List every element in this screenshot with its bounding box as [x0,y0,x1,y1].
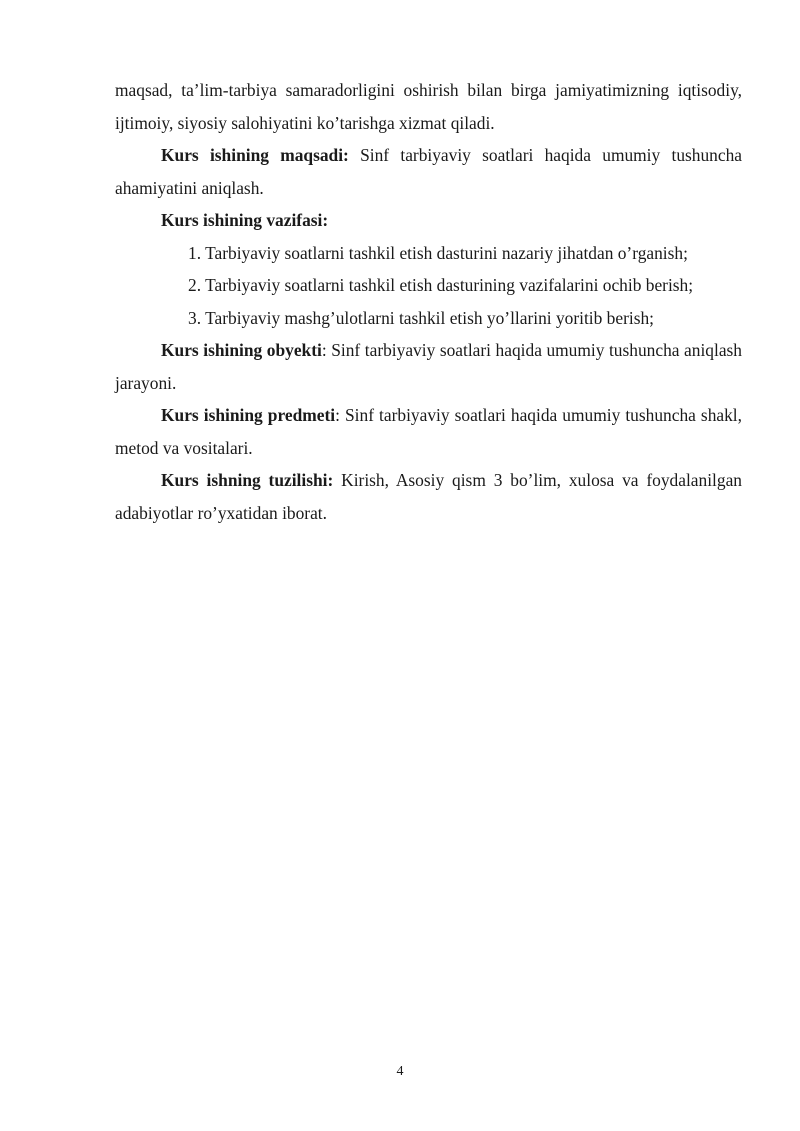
paragraph-object [115,334,742,399]
goal-text: Sinf tarbiyaviy soatlari haqida umumiy tushuncha ahamiyatini aniqlash. [115,145,743,198]
paragraph-structure [115,464,742,529]
list-item: 2. Tarbiyaviy soatlarni tashkil etish dasturining vazifalarini ochib berish; [188,275,694,295]
object-text: : Sinf tarbiyaviy soatlari haqida umumiy tushuncha aniqlash jarayoni. [115,340,742,393]
paragraph-intro: maqsad, ta’lim-tarbiya samaradorligini oshirish bilan birga jamiyatimizning iqtisodiy, ijtimoiy, siyosiy salohiyatini ko’tarishga xizmat qiladi. [115,80,742,133]
structure-text: Kirish, Asosiy qism 3 bo’lim, xulosa va foydalanilgan adabiyotlar ro’yxatidan iborat. [115,470,742,523]
page-number: 4 [396,1064,404,1079]
paragraph-tasks-heading [115,204,742,237]
subject-text: : Sinf tarbiyaviy soatlari haqida umumiy tushuncha shakl, metod va vositalari. [115,405,742,458]
paragraph-goal [115,139,742,204]
list-item: 3. Tarbiyaviy mashg’ulotlarni tashkil etish yo’llarini yoritib berish; [188,307,654,328]
paragraph-subject [115,399,742,464]
page-body [115,74,742,529]
tasks-label: Kurs ishining vazifasi: [161,210,329,230]
list-item: 1. Tarbiyaviy soatlarni tashkil etish dasturini nazariy jihatdan o’rganish; [188,242,688,263]
structure-label: Kurs ishning tuzilishi: [161,470,334,490]
tasks-list [115,237,742,335]
goal-label: Kurs ishining maqsadi: [161,145,349,165]
object-label: Kurs ishining obyekti [161,340,322,360]
subject-label: Kurs ishining predmeti [161,405,336,425]
